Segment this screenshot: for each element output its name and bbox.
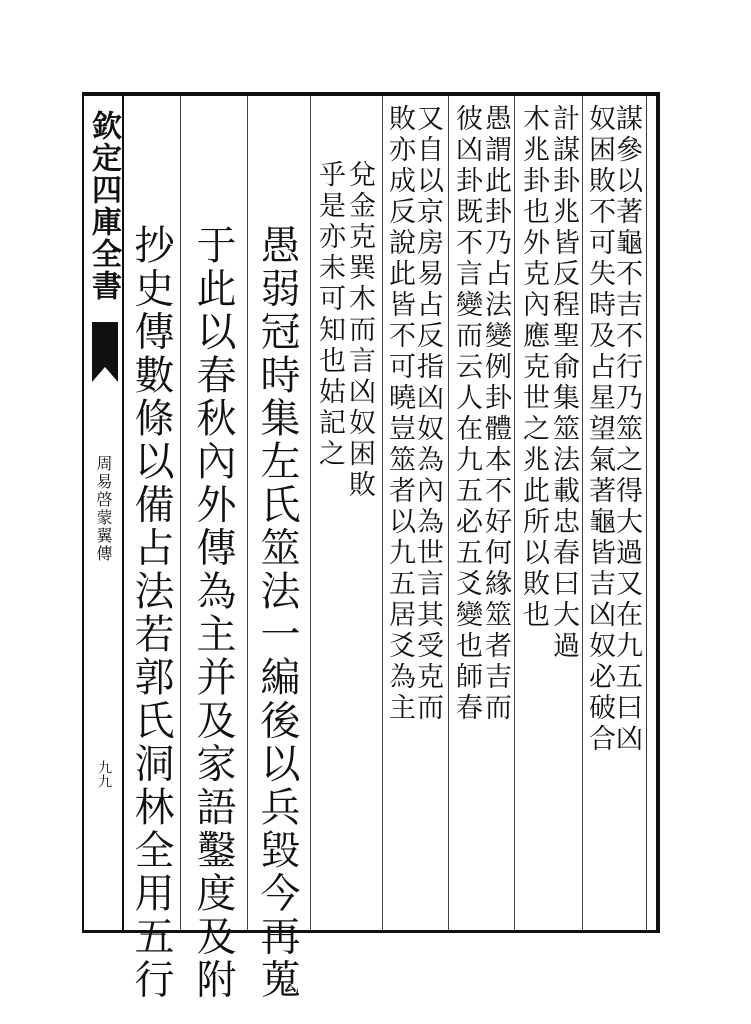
text-column-6: 彼凶卦既不言變而云人在九五必五爻變也師春 [451, 104, 482, 724]
text-column-13: 抄史傳數條以備占法若郭氏洞林全用五行 [128, 224, 174, 1002]
column-rule [382, 96, 383, 930]
text-column-1: 謀參以著龜不吉不行乃筮之得大過又在九五曰凶 [611, 104, 642, 755]
column-rule [448, 96, 449, 930]
banxin-divider [122, 96, 124, 930]
text-column-10: 乎是亦未可知也姑記之 [314, 160, 345, 470]
text-column-2: 奴困敗不可失時及占星望氣著龜皆吉凶奴必破合 [584, 104, 615, 755]
frame-left-border [82, 92, 84, 933]
text-column-12: 于此以春秋內外傳為主并及家語鑿度及附 [190, 224, 236, 1002]
text-column-7: 又自以京房易占反指凶奴為內為世言其受克而 [412, 104, 443, 724]
frame-top-border [82, 92, 660, 96]
column-rule [180, 96, 181, 930]
text-column-8: 敗亦成反說此皆不可曉豈筮者以九五居爻為主 [384, 104, 415, 724]
column-rule [310, 96, 311, 930]
text-column-3: 計謀卦兆皆反程聖俞集筮法載忠春曰大過 [548, 104, 579, 662]
text-column-5: 愚謂此卦乃占法變例卦體本不好何緣筮者吉而 [480, 104, 511, 724]
banxin-book-title: 周易啓蒙翼傳 [94, 455, 113, 563]
fish-tail-ornament [92, 322, 118, 382]
banxin-page-number: 九九 [96, 760, 112, 788]
column-rule [247, 96, 248, 930]
frame-right-border [656, 92, 660, 933]
banxin-title: 欽定四庫全書 [86, 110, 121, 302]
text-column-11: 愚弱冠時集左氏筮法一編後以兵毀今再蒐 [254, 224, 300, 1002]
text-column-9: 兌金克巽木而言凶奴困敗 [344, 160, 375, 501]
column-rule [514, 96, 515, 930]
text-column-4: 木兆卦也外克內應克世之兆此所以敗也 [518, 104, 549, 631]
frame-right-inner-border [646, 96, 647, 930]
column-rule [582, 96, 583, 930]
